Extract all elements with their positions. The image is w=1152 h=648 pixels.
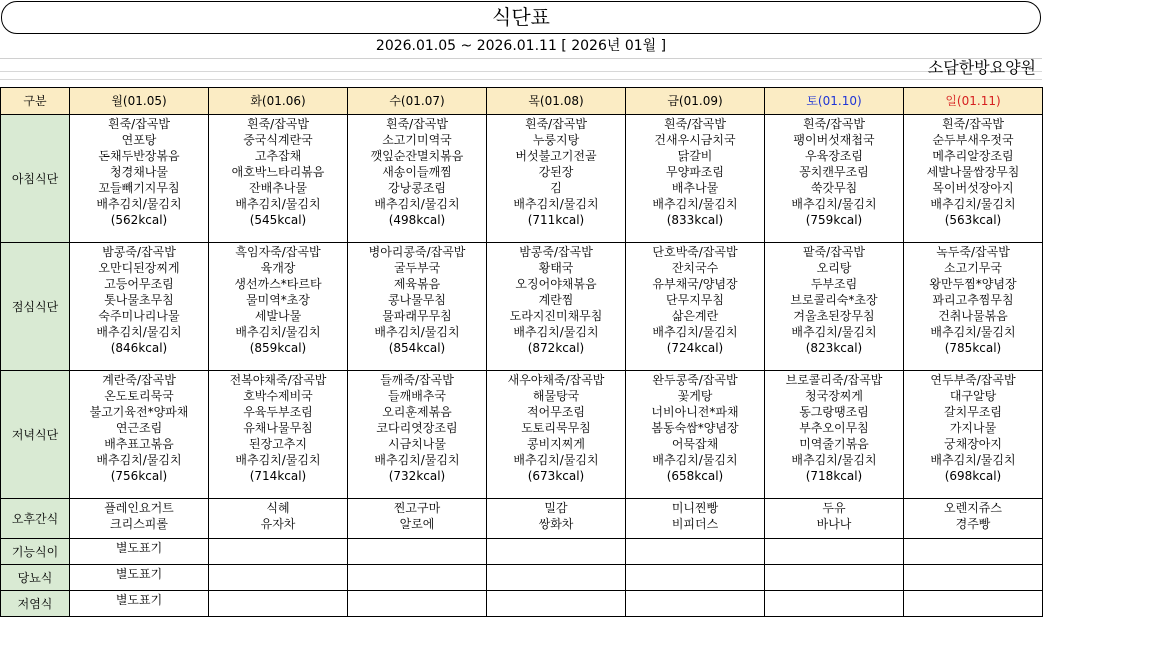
menu-cell-wed: [348, 243, 487, 371]
menu-item: 코다리엿장조림: [376, 421, 458, 435]
menu-cell-sun: [904, 565, 1043, 591]
menu-item: 물파래무무침: [382, 309, 452, 323]
menu-item: 연포탕: [121, 133, 157, 147]
menu-item: 유자차: [260, 517, 296, 531]
menu-item: 배추김치/물김치: [652, 197, 738, 211]
menu-item: 배추김치/물김치: [930, 197, 1016, 211]
menu-item: (823kcal): [805, 341, 863, 355]
menu-item: 배추김치/물김치: [513, 453, 599, 467]
menu-item: 가지나물: [949, 421, 997, 435]
menu-item: 브로콜리숙*초장: [790, 293, 878, 307]
row-label: 점심식단: [1, 243, 70, 371]
menu-item: 부추오이무침: [799, 421, 869, 435]
menu-item: 배추김치/물김치: [791, 197, 877, 211]
day-header-tue: 화(01.06): [209, 88, 348, 115]
menu-item: 톳나물초무침: [104, 293, 174, 307]
menu-item: (498kcal): [388, 213, 446, 227]
menu-item: 깻잎순잔멸치볶음: [370, 149, 464, 163]
facility-name: 소담한방요양원: [927, 58, 1036, 77]
menu-item: 시금치나물: [388, 437, 446, 451]
menu-item: 왕만두찜*양념장: [929, 277, 1017, 291]
menu-item: 플레인요거트: [104, 501, 174, 515]
menu-item: 미니찐빵: [671, 501, 719, 515]
menu-cell-thu: [487, 565, 626, 591]
menu-item: 어묵잡채: [671, 437, 719, 451]
menu-item: (563kcal): [944, 213, 1002, 227]
menu-item: 삶은계란: [671, 309, 719, 323]
menu-cell-sun: [904, 115, 1043, 243]
menu-item: 배추김치/물김치: [374, 453, 460, 467]
menu-item: 꽁치캔무조림: [799, 165, 869, 179]
day-header-mon: 월(01.05): [70, 88, 209, 115]
menu-item: 미역줄기볶음: [799, 437, 869, 451]
menu-item: 식혜: [266, 501, 290, 515]
menu-item: 쌍화차: [538, 517, 574, 531]
menu-cell-tue: [209, 539, 348, 565]
menu-cell-sat: [765, 371, 904, 499]
menu-item: 물미역*초장: [246, 293, 310, 307]
menu-item: (545kcal): [249, 213, 307, 227]
header-row: [1, 88, 1043, 115]
menu-item: (756kcal): [110, 469, 168, 483]
menu-cell-fri: [626, 499, 765, 539]
menu-cell-sat: [765, 115, 904, 243]
row-label: 저염식: [1, 591, 70, 617]
menu-item: 강된장: [538, 165, 574, 179]
menu-item: (562kcal): [110, 213, 168, 227]
menu-item: 흰죽/잡곡밥: [246, 117, 309, 131]
menu-cell-sun: [904, 499, 1043, 539]
menu-item: 배추김치/물김치: [791, 453, 877, 467]
menu-cell-sat: [765, 539, 904, 565]
menu-item: 꽃게탕: [677, 389, 713, 403]
menu-item: 흰죽/잡곡밥: [941, 117, 1004, 131]
menu-item: 고등어무조림: [104, 277, 174, 291]
menu-item: 병아리콩죽/잡곡밥: [368, 245, 466, 259]
menu-item: (854kcal): [388, 341, 446, 355]
menu-item: 별도표기: [115, 593, 163, 607]
menu-item: 오리탕: [816, 261, 852, 275]
menu-cell-wed: [348, 539, 487, 565]
menu-item: 순두부새우젓국: [932, 133, 1014, 147]
menu-cell-fri: [626, 115, 765, 243]
menu-item: 오만디된장찌게: [98, 261, 180, 275]
menu-cell-wed: [348, 591, 487, 617]
menu-cell-sun: [904, 243, 1043, 371]
menu-cell-thu: [487, 499, 626, 539]
row-label: 당뇨식: [1, 565, 70, 591]
period-range: 2026.01.05 ~ 2026.01.11 [ 2026년 01월 ]: [0, 34, 1042, 59]
row-label: 기능식이: [1, 539, 70, 565]
menu-item: 계란죽/잡곡밥: [102, 373, 176, 387]
menu-cell-wed: [348, 565, 487, 591]
menu-item: 대구알탕: [949, 389, 997, 403]
menu-item: 목이버섯장아지: [932, 181, 1014, 195]
menu-cell-sat: [765, 499, 904, 539]
menu-item: 꽈리고추찜무침: [932, 293, 1014, 307]
menu-item: 배추김치/물김치: [513, 197, 599, 211]
menu-item: 흰죽/잡곡밥: [663, 117, 726, 131]
menu-item: 숙주미나리나물: [98, 309, 180, 323]
menu-item: (833kcal): [666, 213, 724, 227]
menu-item: (718kcal): [805, 469, 863, 483]
menu-item: 강낭콩조림: [388, 181, 446, 195]
row-dinner: [1, 371, 1043, 499]
menu-cell-mon: [70, 565, 209, 591]
menu-item: 꼬들빼기지무침: [98, 181, 180, 195]
menu-item: 알로에: [399, 517, 435, 531]
menu-cell-mon: [70, 539, 209, 565]
menu-item: (724kcal): [666, 341, 724, 355]
menu-item: 건취나물볶음: [938, 309, 1008, 323]
menu-item: 도라지진미채무침: [509, 309, 603, 323]
menu-cell-sun: [904, 539, 1043, 565]
title-row: [0, 0, 1042, 34]
menu-item: 우육장조림: [805, 149, 863, 163]
menu-item: 불고기육전*양파채: [89, 405, 189, 419]
menu-cell-sun: [904, 591, 1043, 617]
row-diabetic-diet: [1, 565, 1043, 591]
menu-item: 제육볶음: [393, 277, 441, 291]
menu-cell-sat: [765, 591, 904, 617]
menu-item: 애호박느타리볶음: [231, 165, 325, 179]
menu-cell-thu: [487, 539, 626, 565]
menu-cell-sun: [904, 371, 1043, 499]
page-title: 식단표: [1, 1, 1041, 34]
menu-item: 갈치무조림: [944, 405, 1002, 419]
row-low-sodium-diet: [1, 591, 1043, 617]
menu-cell-wed: [348, 371, 487, 499]
menu-item: (714kcal): [249, 469, 307, 483]
menu-item: 궁채장아지: [944, 437, 1002, 451]
menu-item: 밤콩죽/잡곡밥: [519, 245, 593, 259]
menu-cell-tue: [209, 499, 348, 539]
day-header-thu: 목(01.08): [487, 88, 626, 115]
menu-item: 도토리묵무침: [521, 421, 591, 435]
menu-item: 흰죽/잡곡밥: [524, 117, 587, 131]
menu-item: 별도표기: [115, 541, 163, 555]
menu-item: 밤콩죽/잡곡밥: [102, 245, 176, 259]
menu-item: 겨울초된장무침: [793, 309, 875, 323]
menu-item: 온도토리묵국: [104, 389, 174, 403]
menu-item: 단호박죽/잡곡밥: [652, 245, 738, 259]
menu-item: 흰죽/잡곡밥: [107, 117, 170, 131]
menu-item: 오리훈제볶음: [382, 405, 452, 419]
menu-item: 고추잡채: [254, 149, 302, 163]
day-header-wed: 수(01.07): [348, 88, 487, 115]
menu-item: (872kcal): [527, 341, 585, 355]
menu-item: 호박수제비국: [243, 389, 313, 403]
menu-item: 배추김치/물김치: [235, 325, 321, 339]
menu-item: 배추김치/물김치: [513, 325, 599, 339]
menu-item: 콩나물무침: [388, 293, 446, 307]
menu-item: 두부조림: [810, 277, 858, 291]
menu-cell-wed: [348, 115, 487, 243]
menu-item: (732kcal): [388, 469, 446, 483]
menu-item: 들깨죽/잡곡밥: [380, 373, 454, 387]
menu-item: 배추김치/물김치: [791, 325, 877, 339]
menu-item: 오렌지쥬스: [944, 501, 1002, 515]
menu-item: 버섯불고기전골: [515, 149, 597, 163]
menu-item: 연두부죽/잡곡밥: [930, 373, 1016, 387]
menu-item: 적어무조림: [527, 405, 585, 419]
menu-item: 새송이들깨찜: [382, 165, 452, 179]
menu-item: 배추김치/물김치: [930, 453, 1016, 467]
menu-item: 완두콩죽/잡곡밥: [652, 373, 738, 387]
day-header-sat: 토(01.10): [765, 88, 904, 115]
menu-item: 배추김치/물김치: [96, 325, 182, 339]
menu-cell-thu: [487, 243, 626, 371]
menu-item: 건새우시금치국: [654, 133, 736, 147]
menu-cell-mon: [70, 499, 209, 539]
menu-item: 배추나물: [671, 181, 719, 195]
meal-plan-table: [0, 87, 1043, 617]
sheet-gridline: [0, 79, 1042, 80]
menu-cell-mon: [70, 591, 209, 617]
menu-item: 새우야채죽/잡곡밥: [507, 373, 605, 387]
row-lunch: [1, 243, 1043, 371]
menu-cell-thu: [487, 591, 626, 617]
menu-item: 콩비지찌게: [527, 437, 585, 451]
menu-cell-fri: [626, 371, 765, 499]
menu-cell-tue: [209, 565, 348, 591]
menu-cell-fri: [626, 591, 765, 617]
menu-item: 세발나물: [254, 309, 302, 323]
menu-item: (859kcal): [249, 341, 307, 355]
menu-item: (673kcal): [527, 469, 585, 483]
menu-item: 배추김치/물김치: [235, 453, 321, 467]
row-label: 아침식단: [1, 115, 70, 243]
menu-item: (711kcal): [527, 213, 585, 227]
menu-item: 우육두부조림: [243, 405, 313, 419]
menu-item: 해물탕국: [532, 389, 580, 403]
menu-item: 생선까스*타르타: [234, 277, 322, 291]
menu-cell-tue: [209, 115, 348, 243]
menu-item: (759kcal): [805, 213, 863, 227]
menu-item: 굴두부국: [393, 261, 441, 275]
menu-item: 청국장찌게: [805, 389, 863, 403]
menu-cell-thu: [487, 371, 626, 499]
menu-item: 계란찜: [538, 293, 574, 307]
menu-item: 청경채나물: [110, 165, 168, 179]
menu-item: 동그랑땡조림: [799, 405, 869, 419]
menu-item: 전복야채죽/잡곡밥: [229, 373, 327, 387]
row-afternoon-snack: [1, 499, 1043, 539]
menu-cell-thu: [487, 115, 626, 243]
menu-item: 배추김치/물김치: [374, 197, 460, 211]
menu-item: 무양파조림: [666, 165, 724, 179]
menu-item: 배추표고볶음: [104, 437, 174, 451]
menu-item: 누룽지탕: [532, 133, 580, 147]
menu-item: 팽이버섯재첩국: [793, 133, 875, 147]
menu-item: 된장고추지: [249, 437, 307, 451]
menu-item: 돈채두반장볶음: [98, 149, 180, 163]
menu-cell-tue: [209, 243, 348, 371]
menu-item: 닭갈비: [677, 149, 713, 163]
row-functional-diet: [1, 539, 1043, 565]
menu-item: 녹두죽/잡곡밥: [936, 245, 1010, 259]
menu-item: 배추김치/물김치: [96, 197, 182, 211]
menu-item: 중국식계란국: [243, 133, 313, 147]
menu-cell-fri: [626, 539, 765, 565]
menu-item: 오징어야채볶음: [515, 277, 597, 291]
menu-item: 너비아니전*파채: [651, 405, 739, 419]
menu-item: 배추김치/물김치: [652, 325, 738, 339]
menu-item: 흰죽/잡곡밥: [802, 117, 865, 131]
menu-item: 비피더스: [671, 517, 719, 531]
menu-item: 소고기무국: [944, 261, 1002, 275]
menu-item: 흑임자죽/잡곡밥: [235, 245, 321, 259]
menu-item: (698kcal): [944, 469, 1002, 483]
day-header-sun: 일(01.11): [904, 88, 1043, 115]
menu-item: 소고기미역국: [382, 133, 452, 147]
menu-item: (785kcal): [944, 341, 1002, 355]
menu-item: 김: [550, 181, 562, 195]
menu-item: 황태국: [538, 261, 574, 275]
sheet-gridline: [0, 71, 1042, 72]
day-header-fri: 금(01.09): [626, 88, 765, 115]
menu-item: 밀감: [544, 501, 568, 515]
menu-cell-sat: [765, 565, 904, 591]
menu-item: 두유: [822, 501, 846, 515]
menu-item: 배추김치/물김치: [652, 453, 738, 467]
menu-item: 배추김치/물김치: [374, 325, 460, 339]
menu-cell-mon: [70, 243, 209, 371]
row-label: 저녁식단: [1, 371, 70, 499]
menu-cell-fri: [626, 565, 765, 591]
menu-item: 메추리알장조림: [932, 149, 1014, 163]
menu-cell-wed: [348, 499, 487, 539]
header-label: 구분: [1, 88, 70, 115]
menu-item: 유채나물무침: [243, 421, 313, 435]
menu-item: 잔배추나물: [249, 181, 307, 195]
menu-cell-sat: [765, 243, 904, 371]
menu-cell-mon: [70, 115, 209, 243]
menu-cell-tue: [209, 591, 348, 617]
menu-item: 찐고구마: [393, 501, 441, 515]
menu-item: 연근조림: [115, 421, 163, 435]
menu-item: 잔치국수: [671, 261, 719, 275]
menu-item: 팥죽/잡곡밥: [802, 245, 865, 259]
menu-item: 세발나물쌈장무침: [926, 165, 1020, 179]
menu-item: (658kcal): [666, 469, 724, 483]
menu-item: 봄동숙쌈*양념장: [651, 421, 739, 435]
menu-item: 크리스피롤: [110, 517, 168, 531]
menu-item: 들깨배추국: [388, 389, 446, 403]
menu-cell-tue: [209, 371, 348, 499]
menu-item: 육개장: [260, 261, 296, 275]
menu-item: 브로콜리죽/잡곡밥: [785, 373, 883, 387]
menu-item: 배추김치/물김치: [930, 325, 1016, 339]
menu-item: 배추김치/물김치: [235, 197, 321, 211]
menu-item: 유부채국/양념장: [652, 277, 738, 291]
menu-item: 배추김치/물김치: [96, 453, 182, 467]
menu-item: (846kcal): [110, 341, 168, 355]
row-label: 오후간식: [1, 499, 70, 539]
menu-item: 쑥갓무침: [810, 181, 858, 195]
menu-cell-fri: [626, 243, 765, 371]
menu-item: 단무지무침: [666, 293, 724, 307]
menu-item: 경주빵: [955, 517, 991, 531]
menu-item: 바나나: [816, 517, 852, 531]
menu-item: 별도표기: [115, 567, 163, 581]
menu-item: 흰죽/잡곡밥: [385, 117, 448, 131]
menu-cell-mon: [70, 371, 209, 499]
row-breakfast: [1, 115, 1043, 243]
